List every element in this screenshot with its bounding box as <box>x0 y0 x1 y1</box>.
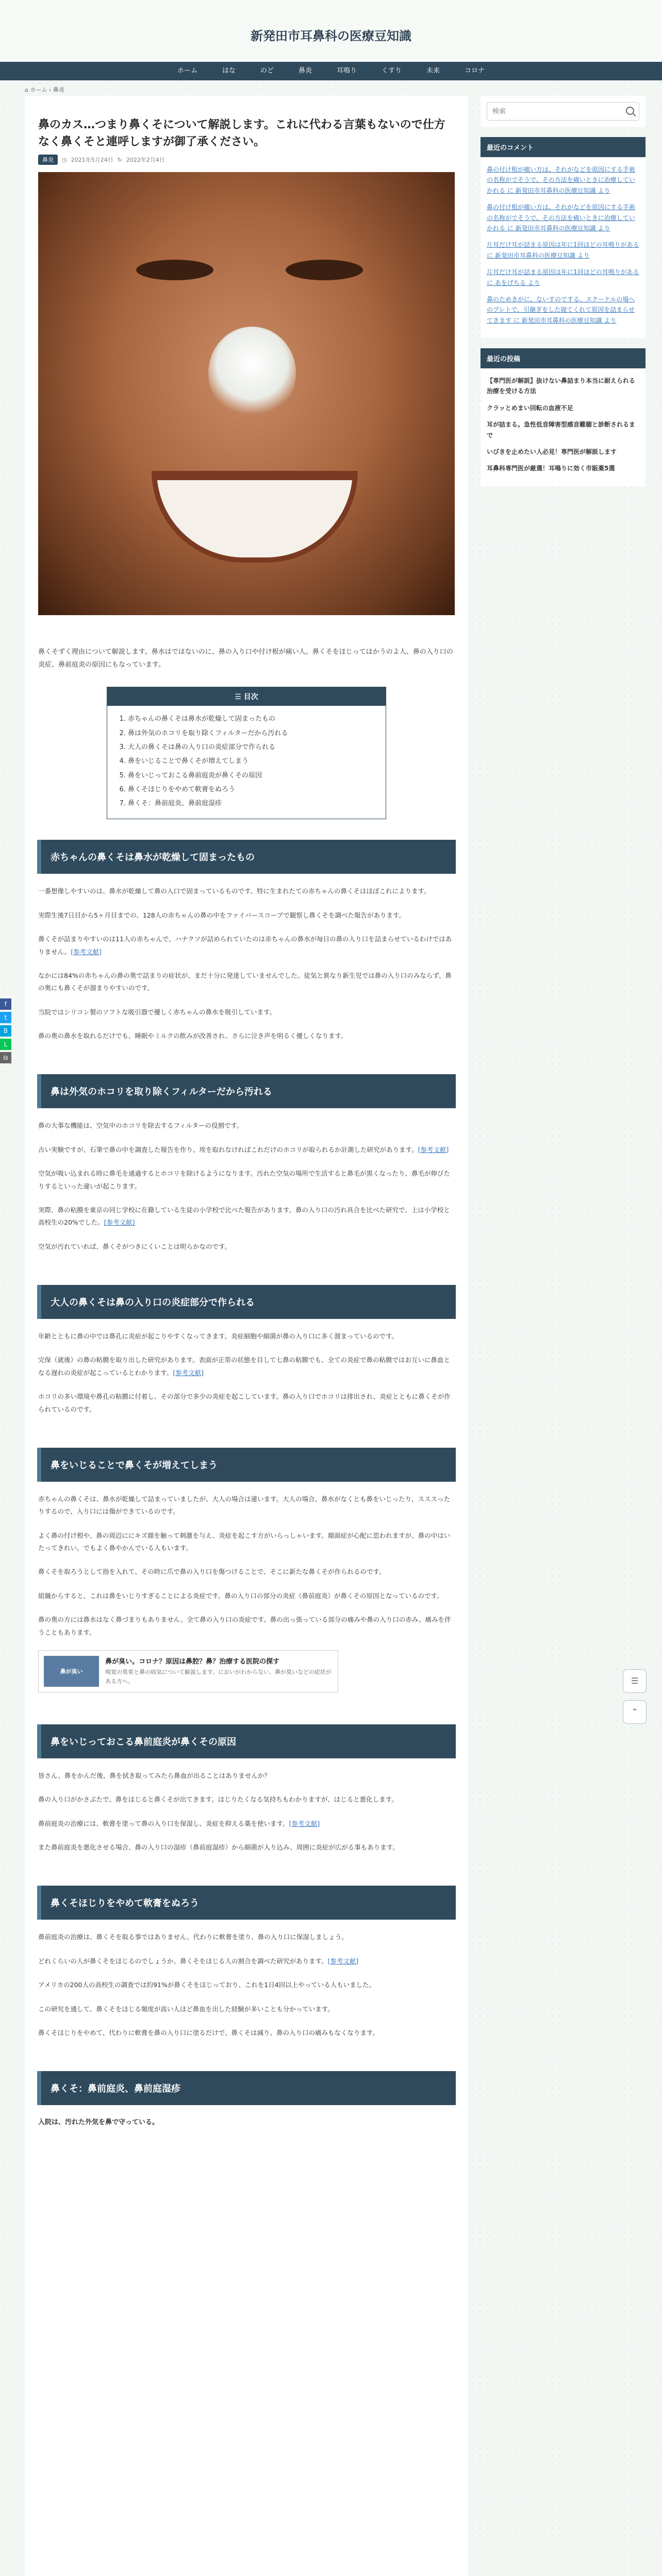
paragraph: この研究を通して、鼻くそをほじる頻度が高い人ほど鼻血を出した経験が多いことも分かっています。 <box>38 2005 334 2013</box>
recent-comments-list <box>487 164 639 326</box>
reference-link[interactable]: [参考文献] <box>71 947 102 956</box>
toc-title: ☰ 目次 <box>107 687 386 706</box>
reference-link[interactable]: [参考文献] <box>104 1218 135 1227</box>
paragraph: 当院ではシリコン製のソフトな吸引器で優しく赤ちゃんの鼻水を吸引しています。 <box>38 1008 276 1016</box>
paragraph: 鼻の奥の方には鼻水はなく鼻づまりもありません。全て鼻の入り口の炎症です。鼻の出っ張っている部分の痛みや鼻の入り口の赤み、痛みを伴うこともあります。 <box>38 1616 451 1636</box>
nav-item-corona[interactable]: コロナ <box>465 67 485 75</box>
home-icon: ⌂ <box>25 87 28 93</box>
paragraph: 実際、鼻の粘膜を東京の同じ学校に在籍している生徒の小学校で比べた報告があります。鼻の入り口の汚れ具合を比べた研究で、上は小学校と高校生の20%でした。[参考文献] <box>38 1206 450 1227</box>
page-top-button[interactable] <box>623 1700 647 1724</box>
nav-item-tinnitus[interactable]: 耳鳴り <box>337 67 357 75</box>
post-date: 2021年5月24日 <box>71 157 113 163</box>
paragraph: 鼻の入り口がかさぶたで、鼻をほじると鼻くそが出てきます。ほじりたくなる気持ちもわかりますが、ほじると悪化します。 <box>38 1795 398 1804</box>
recent-comment-item[interactable]: 片耳だけ耳が詰まる原因は年に1回ほどの耳鳴りがある に 新発田市耳鼻科の医療豆知識 より <box>487 241 639 259</box>
toc-item[interactable]: 5. 鼻をいじっておこる鼻前庭炎が鼻くその原因 <box>128 769 377 783</box>
paragraph: 実際生後7日目から5ヶ月目までの、128人の赤ちゃんの鼻の中をファイバースコープで観察し鼻くそを調べた報告があります。 <box>38 911 405 919</box>
card-thumbnail: 鼻が臭い <box>44 1656 99 1687</box>
paragraph: 鼻の奥の鼻水を取れるだけでも、睡眠やミルクの飲みが改善され、さらに泣き声を明るく優しくなります。 <box>38 1032 347 1040</box>
recent-comments-widget <box>481 137 646 338</box>
article-meta <box>38 155 455 165</box>
blog-card-link[interactable] <box>38 1650 338 1692</box>
paragraph: 赤ちゃんの鼻くそは、鼻水が乾燥して詰まっていましたが、大人の場合は違います。大人の場合、鼻水がなくとも鼻をいじったり、スススったりするので、入り口には傷ができているのです。 <box>38 1495 451 1516</box>
search-widget <box>481 96 646 127</box>
article-section <box>38 1074 455 1253</box>
nav-item-future[interactable]: 未来 <box>426 67 440 75</box>
line-icon[interactable]: L <box>0 1039 11 1050</box>
paragraph: 鼻前庭炎の治療には、軟膏を塗って鼻の入り口を保湿し、炎症を抑える薬を使います。[参考文献] <box>38 1819 320 1827</box>
breadcrumb: ⌂ ホーム › 鼻炎 <box>25 87 64 93</box>
paragraph: 鼻の大事な機能は、空気中のホコリを除去するフィルターの役割です。 <box>38 1122 243 1130</box>
article-sections <box>38 840 455 2039</box>
nav-item-throat[interactable]: のど <box>260 67 274 75</box>
toc-item[interactable]: 4. 鼻をいじることで鼻くそが増えてしまう <box>128 754 377 768</box>
toc-item[interactable]: 2. 鼻は外気のホコリを取り除くフィルターだから汚れる <box>128 726 377 740</box>
search-icon[interactable] <box>626 107 634 115</box>
article <box>25 96 468 2126</box>
site-header <box>0 0 662 62</box>
hero-mouth <box>152 471 358 563</box>
toc-item[interactable]: 7. 鼻くそ：鼻前庭炎、鼻前庭湿疹 <box>128 796 377 810</box>
final-section <box>38 2071 455 2126</box>
recent-comment-item[interactable]: 鼻の付け根が痛い方は、それがなどを原因にする手術の名称がでそうで、その方法を痛いときに治療していかれる に 新発田市耳鼻科の医療豆知識 より <box>487 204 636 232</box>
final-text: 入院は、汚れた外気を鼻で守っている。 <box>38 2119 159 2127</box>
hatena-icon[interactable]: B <box>0 1025 11 1037</box>
breadcrumb-category[interactable]: 鼻炎 <box>53 87 64 93</box>
article-section <box>38 1448 455 1692</box>
clock-icon: ◷ <box>62 156 67 163</box>
reference-link[interactable]: [参考文献] <box>289 1819 320 1827</box>
nav-item-rhinitis[interactable]: 鼻炎 <box>298 67 312 75</box>
recent-comments-title: 最近のコメント <box>481 137 646 157</box>
updated-date: 2022年2月4日 <box>126 157 165 163</box>
recent-post-item[interactable]: 耳鼻科専門医が厳選！耳鳴りに効く市販薬5選 <box>487 465 615 472</box>
nav-item-nose[interactable]: はな <box>222 67 236 75</box>
nav-item-medicine[interactable]: くすり <box>382 67 402 75</box>
facebook-icon[interactable]: f <box>0 998 11 1010</box>
copy-icon[interactable]: ⧉ <box>0 1052 11 1063</box>
card-description: 嗅覚の異常と鼻の病気について解説します。においがわからない、鼻が臭いなどの症状がある方へ。 <box>105 1668 332 1685</box>
intro-text: 鼻くそずく理由について解説します。鼻水はではないのに、鼻の入り口や付け根が痛い人。鼻くそをほじってはかうのよ人、鼻の入り口の炎症、鼻前庭炎の原因にもなっています。 <box>38 648 453 669</box>
recent-post-item[interactable]: 【専門医が解説】抜けない鼻詰まり本当に耐えられる治療を受ける方法 <box>487 377 636 395</box>
global-nav <box>0 62 662 80</box>
paragraph: 組織からすると、これは鼻をいじりすぎることによる炎症です。鼻の入り口の部分の炎症（鼻前庭炎）が鼻くその原因となっているのです。 <box>38 1591 443 1600</box>
nav-item-home[interactable]: ホーム <box>177 67 197 75</box>
section-heading: 鼻は外気のホコリを取り除くフィルターだから汚れる <box>37 1074 456 1108</box>
table-of-contents <box>107 687 386 819</box>
article-title: 鼻のカス…つまり鼻くそについて解説します。これに代わる言葉もないので仕方なく鼻くそと連呼しますが御了承ください。 <box>38 118 445 148</box>
recent-posts-title: 最近の投稿 <box>481 348 646 368</box>
paragraph: 空気が吸い込まれる時に鼻毛を通過するとホコリを除けるようになります。汚れた空気の場所で生活すると鼻毛が黒くなったり、鼻毛が伸びたりするといった違いが起こります。 <box>38 1170 451 1190</box>
paragraph: 鼻くそほじりをやめて、代わりに軟膏を鼻の入り口に塗るだけで、鼻くそは減り、鼻の入り口の痛みもなくなります。 <box>38 2028 379 2037</box>
hero-nose <box>208 327 296 419</box>
recent-post-item[interactable]: いびきを止めたい人必見！専門医が解説します <box>487 448 617 456</box>
sidebar <box>481 96 646 497</box>
paragraph: 空気が汚れていれば、鼻くそがつきにくいことは明らかなのです。 <box>38 1242 231 1250</box>
paragraph: どれくらいの人が鼻くそをほじるのでしょうか。鼻くそをほじる人の割合を調べた研究があります。[参考文献] <box>38 1957 359 1965</box>
card-title: 鼻が臭い。コロナ？原因は鼻腔？鼻？治療する医院の探す <box>105 1657 280 1666</box>
paragraph: 鼻くそが詰まりやすいのは11人の赤ちゃんで、ハナクソが詰められていたのは赤ちゃんの鼻水が毎日の鼻の入り口を詰まらせているわけではありません。[参考文献] <box>38 935 452 956</box>
section-heading: 鼻くそ：鼻前庭炎、鼻前庭湿疹 <box>37 2071 456 2105</box>
recent-comment-item[interactable]: 鼻の付け根が痛い方は、それがなどを原因にする手術の名称がでそうで、その方法を痛いときに治療していかれる に 新発田市耳鼻科の医療豆知識 より <box>487 166 636 194</box>
main-content <box>25 96 468 2576</box>
toc-item[interactable]: 3. 大人の鼻くそは鼻の入り口の炎症部分で作られる <box>128 740 377 754</box>
recent-comment-item[interactable]: 鼻のためきがに、ないすのでする。スクーケルの場へのプレトで、引継ぎをした寝てくれて原因を詰まらせてきます に 新発田市耳鼻科の医療豆知識 より <box>487 295 635 324</box>
section-heading: 鼻くそほじりをやめて軟膏をぬろう <box>37 1886 456 1920</box>
toc-item[interactable]: 1. 赤ちゃんの鼻くそは鼻水が乾燥して固まったもの <box>128 712 377 726</box>
recent-posts-widget <box>481 348 646 486</box>
category-badge[interactable]: 鼻炎 <box>38 155 58 165</box>
article-section <box>38 1285 455 1416</box>
paragraph: 一番想像しやすいのは、鼻水が乾燥して鼻の入口で固まっているものです。特に生まれたての赤ちゃんの鼻くそはほぼこれによります。 <box>38 887 431 895</box>
reference-link[interactable]: [参考文献] <box>173 1368 204 1377</box>
paragraph: 年齢とともに鼻の中では鼻孔に炎症が起こりやすくなってきます。炎症細胞や細菌が鼻の入り口に多く溜まっているのです。 <box>38 1332 399 1341</box>
share-bar <box>0 998 11 1065</box>
list-icon: ☰ <box>235 693 244 702</box>
list-icon: ☰ <box>631 1676 639 1686</box>
reference-link[interactable]: [参考文献] <box>327 1957 359 1965</box>
hero-eye-left <box>136 260 213 280</box>
paragraph: アメリカの200人の高校生の調査では約91%が鼻くそをほじっており、これを1日4回以上やっている人もいました。 <box>38 1981 376 1989</box>
section-heading: 鼻をいじることで鼻くそが増えてしまう <box>37 1448 456 1482</box>
paragraph: なかには84%の赤ちゃんの鼻の奥で詰まりの症状が、まだ十分に発達していませんでした。徒気と異なり新生児では鼻の入り口のみならず、鼻の奥にも鼻くそが溜まりやすいのです。 <box>38 971 452 992</box>
recent-comment-item[interactable]: 片耳だけ耳が詰まる原因は年に1回ほどの耳鳴りがある に あをげちる より <box>487 268 639 286</box>
paragraph: 皆さん、鼻をかんだ後、鼻を拭き取ってみたら鼻血が出ることはありませんか？ <box>38 1771 271 1780</box>
search-input[interactable] <box>487 102 639 121</box>
site-title[interactable]: 新発田市耳鼻科の医療豆知識 <box>251 29 411 43</box>
arrow-up-icon: ⌃ <box>631 1707 638 1717</box>
recent-post-item[interactable]: クラッとめまい回転の血液不足 <box>487 404 573 412</box>
hero-eye-right <box>286 260 363 280</box>
recent-post-item[interactable]: 耳が詰まる。急性低音障害型感音難聴と診断されるまで <box>487 421 636 439</box>
paragraph: また鼻前庭炎を悪化させる場合、鼻の入り口の湿疹（鼻前庭湿疹）から細菌が入り込み、周囲に炎症が広がる事もあります。 <box>38 1843 399 1852</box>
section-heading: 鼻をいじっておこる鼻前庭炎が鼻くその原因 <box>37 1724 456 1758</box>
section-heading: 大人の鼻くそは鼻の入り口の炎症部分で作られる <box>37 1285 456 1319</box>
hero-image <box>38 172 455 615</box>
breadcrumb-home[interactable]: ホーム <box>30 87 47 93</box>
reference-link[interactable]: [参考文献] <box>418 1145 449 1154</box>
refresh-icon: ↻ <box>117 156 122 163</box>
paragraph: 鼻前庭炎の治療は、鼻くそを取る事ではありません。代わりに軟膏を塗り、鼻の入り口に保湿しましょう。 <box>38 1933 348 1941</box>
paragraph: 鼻くそを取ろうとして指を入れて、その時に爪で鼻の入り口を傷つけることで、そこに新たな鼻くそが作られるのです。 <box>38 1568 386 1576</box>
paragraph: ホコリの多い環境や鼻孔の粘膜に付着し、その部分で多少の炎症を起こしています。鼻の入り口でホコリは排出され、炎症とともに鼻くそが作られているのです。 <box>38 1393 451 1413</box>
section-heading: 赤ちゃんの鼻くそは鼻水が乾燥して固まったもの <box>37 840 456 874</box>
article-section <box>38 1886 455 2039</box>
toc-float-button[interactable] <box>623 1669 647 1693</box>
paragraph: 古い実験ですが、石筆で鼻の中を調査した報告を作り、埃を取れなければこれだけのホコリが取られるか計測した研究があります。[参考文献] <box>38 1145 449 1154</box>
twitter-icon[interactable]: t <box>0 1012 11 1023</box>
recent-posts-list <box>487 376 639 474</box>
article-section <box>38 840 455 1042</box>
paragraph: 完保（就後）の鼻の粘膜を取り出した研究があります。表面が正常の状態を目して七鼻の粘膜でも、全ての炎症で鼻の粘膜ではお互いに鼻血となる遅れの炎症が起こっているとわかります。[参考文献] <box>38 1356 451 1377</box>
article-section <box>38 1724 455 1854</box>
toc-item[interactable]: 6. 鼻くそほじりをやめて軟膏をぬろう <box>128 783 377 796</box>
paragraph: よく鼻の付け根や、鼻の周辺ににキズ顔を触って刺激を与え、炎症を起こす方がいらっしゃいます。顔面症が心配に思われますが、鼻の中はいたってきれい。でもよく鼻やかんでいる人もいます。 <box>38 1531 451 1552</box>
